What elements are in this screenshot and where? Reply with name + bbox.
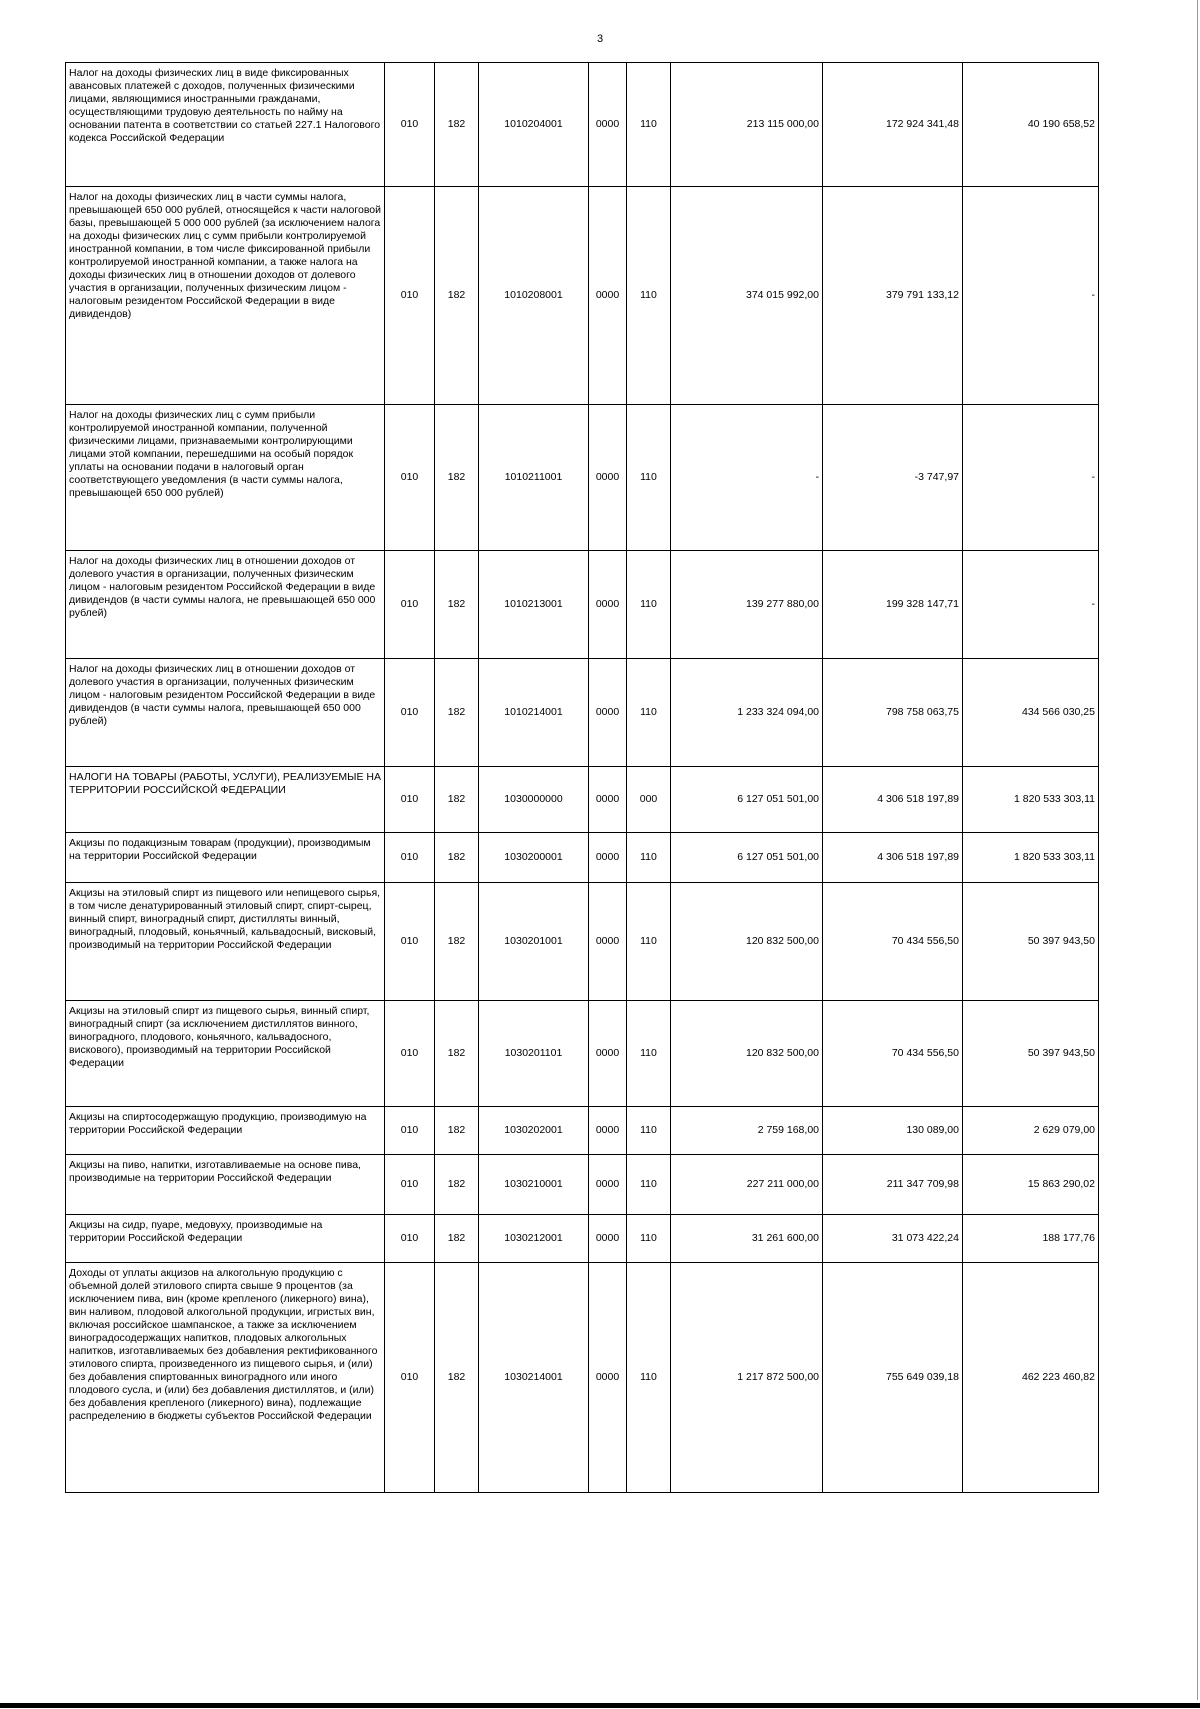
- row-description: Акцизы на этиловый спирт из пищевого или непищевого сырья, в том числе денатурированный этиловый спирт, спирт-сырец, винный спирт, виноградный спирт, дистилляты винный, виноградный, плодовый, коньячный, кальвадосный, висковый, производимый на территории Российской Федерации: [66, 883, 385, 1001]
- program-code-cell: 0000: [589, 1107, 627, 1155]
- chapter-code-cell: 182: [435, 1155, 479, 1215]
- admin-code-cell: 010: [385, 883, 435, 1001]
- classification-code-cell: 110: [627, 1215, 671, 1263]
- planned-amount-cell: 31 261 600,00: [671, 1215, 823, 1263]
- classification-code-cell: 110: [627, 63, 671, 187]
- classification-code-cell: 110: [627, 659, 671, 767]
- remaining-amount-cell: -: [963, 187, 1099, 405]
- classification-code-cell: 110: [627, 1001, 671, 1107]
- row-description: Акцизы на сидр, пуаре, медовуху, производимые на территории Российской Федерации: [66, 1215, 385, 1263]
- row-description: Акцизы на спиртосодержащую продукцию, производимую на территории Российской Федерации: [66, 1107, 385, 1155]
- page-edge-line: [1197, 0, 1198, 1700]
- program-code-cell: 0000: [589, 883, 627, 1001]
- table-row: [66, 767, 1099, 833]
- row-description: Налог на доходы физических лиц в отношении доходов от долевого участия в организации, полученных физическим лицом - налоговым резидентом Российской Федерации в виде дивидендов (в части суммы налога, превышающей 650 000 рублей): [66, 659, 385, 767]
- kbk-code-cell: 1010208001: [479, 187, 589, 405]
- classification-code-cell: 110: [627, 1263, 671, 1493]
- executed-amount-cell: 199 328 147,71: [823, 551, 963, 659]
- program-code-cell: 0000: [589, 405, 627, 551]
- executed-amount-cell: 755 649 039,18: [823, 1263, 963, 1493]
- executed-amount-cell: 31 073 422,24: [823, 1215, 963, 1263]
- chapter-code-cell: 182: [435, 1263, 479, 1493]
- chapter-code-cell: 182: [435, 1215, 479, 1263]
- executed-amount-cell: 798 758 063,75: [823, 659, 963, 767]
- kbk-code-cell: 1030210001: [479, 1155, 589, 1215]
- table-row: [66, 1215, 1099, 1263]
- chapter-code-cell: 182: [435, 883, 479, 1001]
- program-code-cell: 0000: [589, 1155, 627, 1215]
- admin-code-cell: 010: [385, 767, 435, 833]
- program-code-cell: 0000: [589, 1001, 627, 1107]
- planned-amount-cell: -: [671, 405, 823, 551]
- table-row: [66, 1107, 1099, 1155]
- chapter-code-cell: 182: [435, 551, 479, 659]
- remaining-amount-cell: 2 629 079,00: [963, 1107, 1099, 1155]
- classification-code-cell: 110: [627, 833, 671, 883]
- program-code-cell: 0000: [589, 833, 627, 883]
- remaining-amount-cell: 50 397 943,50: [963, 883, 1099, 1001]
- classification-code-cell: 000: [627, 767, 671, 833]
- table-row: [66, 405, 1099, 551]
- row-description: Налог на доходы физических лиц с сумм прибыли контролируемой иностранной компании, полученной физическими лицами, признаваемыми контролирующими лицами этой компании, перешедшими на особый порядок уплаты на основании подачи в налоговый орган соответствующего уведомления (в части суммы налога, превышающей 650 000 рублей): [66, 405, 385, 551]
- row-description: Налог на доходы физических лиц в виде фиксированных авансовых платежей с доходов, полученных физическими лицами, являющимися иностранными гражданами, осуществляющими трудовую деятельность по найму на основании патента в соответствии со статьей 227.1 Налогового кодекса Российской Федерации: [66, 63, 385, 187]
- admin-code-cell: 010: [385, 1107, 435, 1155]
- planned-amount-cell: 227 211 000,00: [671, 1155, 823, 1215]
- admin-code-cell: 010: [385, 1155, 435, 1215]
- revenue-table: [65, 62, 1099, 1493]
- executed-amount-cell: 4 306 518 197,89: [823, 767, 963, 833]
- planned-amount-cell: 6 127 051 501,00: [671, 833, 823, 883]
- table-row: [66, 883, 1099, 1001]
- executed-amount-cell: 211 347 709,98: [823, 1155, 963, 1215]
- chapter-code-cell: 182: [435, 833, 479, 883]
- chapter-code-cell: 182: [435, 1001, 479, 1107]
- remaining-amount-cell: 50 397 943,50: [963, 1001, 1099, 1107]
- row-description: Акцизы на пиво, напитки, изготавливаемые на основе пива, производимые на территории Российской Федерации: [66, 1155, 385, 1215]
- executed-amount-cell: 130 089,00: [823, 1107, 963, 1155]
- executed-amount-cell: 379 791 133,12: [823, 187, 963, 405]
- table-row: [66, 1263, 1099, 1493]
- page-number: 3: [596, 33, 604, 45]
- chapter-code-cell: 182: [435, 63, 479, 187]
- program-code-cell: 0000: [589, 767, 627, 833]
- planned-amount-cell: 213 115 000,00: [671, 63, 823, 187]
- kbk-code-cell: 1030202001: [479, 1107, 589, 1155]
- planned-amount-cell: 1 233 324 094,00: [671, 659, 823, 767]
- kbk-code-cell: 1010214001: [479, 659, 589, 767]
- program-code-cell: 0000: [589, 63, 627, 187]
- row-description: Доходы от уплаты акцизов на алкогольную продукцию с объемной долей этилового спирта свыше 9 процентов (за исключением пива, вин (кроме крепленого (ликерного) вина), вин наливом, плодовой алкогольной продукции, игристых вин, включая российское шампанское, а также за исключением виноградосодержащих напитков, плодовых алкогольных напитков, изготавливаемых без добавления ректификованного этилового спирта, произведенного из пищевого сырья, и (или) без добавления спиртованных виноградного или иного плодового сусла, и (или) без добавления дистиллятов, и (или) без добавления крепленого (ликерного) вина), подлежащие распределению в бюджеты субъектов Российской Федерации: [66, 1263, 385, 1493]
- admin-code-cell: 010: [385, 1215, 435, 1263]
- chapter-code-cell: 182: [435, 1107, 479, 1155]
- planned-amount-cell: 139 277 880,00: [671, 551, 823, 659]
- remaining-amount-cell: 188 177,76: [963, 1215, 1099, 1263]
- admin-code-cell: 010: [385, 1001, 435, 1107]
- admin-code-cell: 010: [385, 551, 435, 659]
- executed-amount-cell: 70 434 556,50: [823, 1001, 963, 1107]
- classification-code-cell: 110: [627, 1155, 671, 1215]
- table-row: [66, 1001, 1099, 1107]
- row-description: Налог на доходы физических лиц в отношении доходов от долевого участия в организации, полученных физическим лицом - налоговым резидентом Российской Федерации в виде дивидендов (в части суммы налога, не превышающей 650 000 рублей): [66, 551, 385, 659]
- program-code-cell: 0000: [589, 1215, 627, 1263]
- table-body: [66, 63, 1099, 1493]
- planned-amount-cell: 120 832 500,00: [671, 1001, 823, 1107]
- table-row: [66, 833, 1099, 883]
- remaining-amount-cell: -: [963, 551, 1099, 659]
- program-code-cell: 0000: [589, 551, 627, 659]
- kbk-code-cell: 1030200001: [479, 833, 589, 883]
- admin-code-cell: 010: [385, 63, 435, 187]
- admin-code-cell: 010: [385, 659, 435, 767]
- planned-amount-cell: 120 832 500,00: [671, 883, 823, 1001]
- admin-code-cell: 010: [385, 187, 435, 405]
- row-description: Акцизы по подакцизным товарам (продукции), производимым на территории Российской Федерации: [66, 833, 385, 883]
- table-row: [66, 63, 1099, 187]
- admin-code-cell: 010: [385, 405, 435, 551]
- kbk-code-cell: 1010213001: [479, 551, 589, 659]
- executed-amount-cell: 172 924 341,48: [823, 63, 963, 187]
- classification-code-cell: 110: [627, 551, 671, 659]
- planned-amount-cell: 1 217 872 500,00: [671, 1263, 823, 1493]
- table-row: [66, 187, 1099, 405]
- table-row: [66, 1155, 1099, 1215]
- kbk-code-cell: 1030201101: [479, 1001, 589, 1107]
- executed-amount-cell: -3 747,97: [823, 405, 963, 551]
- remaining-amount-cell: 15 863 290,02: [963, 1155, 1099, 1215]
- program-code-cell: 0000: [589, 659, 627, 767]
- planned-amount-cell: 2 759 168,00: [671, 1107, 823, 1155]
- remaining-amount-cell: 1 820 533 303,11: [963, 767, 1099, 833]
- bottom-rule: [0, 1703, 1200, 1708]
- chapter-code-cell: 182: [435, 405, 479, 551]
- remaining-amount-cell: 1 820 533 303,11: [963, 833, 1099, 883]
- kbk-code-cell: 1030201001: [479, 883, 589, 1001]
- planned-amount-cell: 374 015 992,00: [671, 187, 823, 405]
- row-description: Налог на доходы физических лиц в части суммы налога, превышающей 650 000 рублей, относящейся к части налоговой базы, превышающей 5 000 000 рублей (за исключением налога на доходы физических лиц с сумм прибыли контролируемой иностранной компании, в том числе фиксированной прибыли контролируемой иностранной компании, а также налога на доходы физических лиц в отношении доходов от долевого участия в организации, полученных физическим лицом - налоговым резидентом Российской Федерации в виде дивидендов): [66, 187, 385, 405]
- kbk-code-cell: 1010204001: [479, 63, 589, 187]
- admin-code-cell: 010: [385, 1263, 435, 1493]
- kbk-code-cell: 1030214001: [479, 1263, 589, 1493]
- kbk-code-cell: 1030212001: [479, 1215, 589, 1263]
- remaining-amount-cell: 40 190 658,52: [963, 63, 1099, 187]
- remaining-amount-cell: 434 566 030,25: [963, 659, 1099, 767]
- admin-code-cell: 010: [385, 833, 435, 883]
- executed-amount-cell: 70 434 556,50: [823, 883, 963, 1001]
- classification-code-cell: 110: [627, 187, 671, 405]
- classification-code-cell: 110: [627, 1107, 671, 1155]
- planned-amount-cell: 6 127 051 501,00: [671, 767, 823, 833]
- table-row: [66, 659, 1099, 767]
- program-code-cell: 0000: [589, 1263, 627, 1493]
- row-description: Акцизы на этиловый спирт из пищевого сырья, винный спирт, виноградный спирт (за исключением дистиллятов винного, виноградного, плодового, коньячного, кальвадосного, вискового), производимый на территории Российской Федерации: [66, 1001, 385, 1107]
- classification-code-cell: 110: [627, 405, 671, 551]
- executed-amount-cell: 4 306 518 197,89: [823, 833, 963, 883]
- remaining-amount-cell: -: [963, 405, 1099, 551]
- table-row: [66, 551, 1099, 659]
- classification-code-cell: 110: [627, 883, 671, 1001]
- kbk-code-cell: 1010211001: [479, 405, 589, 551]
- chapter-code-cell: 182: [435, 767, 479, 833]
- kbk-code-cell: 1030000000: [479, 767, 589, 833]
- program-code-cell: 0000: [589, 187, 627, 405]
- chapter-code-cell: 182: [435, 187, 479, 405]
- remaining-amount-cell: 462 223 460,82: [963, 1263, 1099, 1493]
- chapter-code-cell: 182: [435, 659, 479, 767]
- row-description: НАЛОГИ НА ТОВАРЫ (РАБОТЫ, УСЛУГИ), РЕАЛИЗУЕМЫЕ НА ТЕРРИТОРИИ РОССИЙСКОЙ ФЕДЕРАЦИИ: [66, 767, 385, 833]
